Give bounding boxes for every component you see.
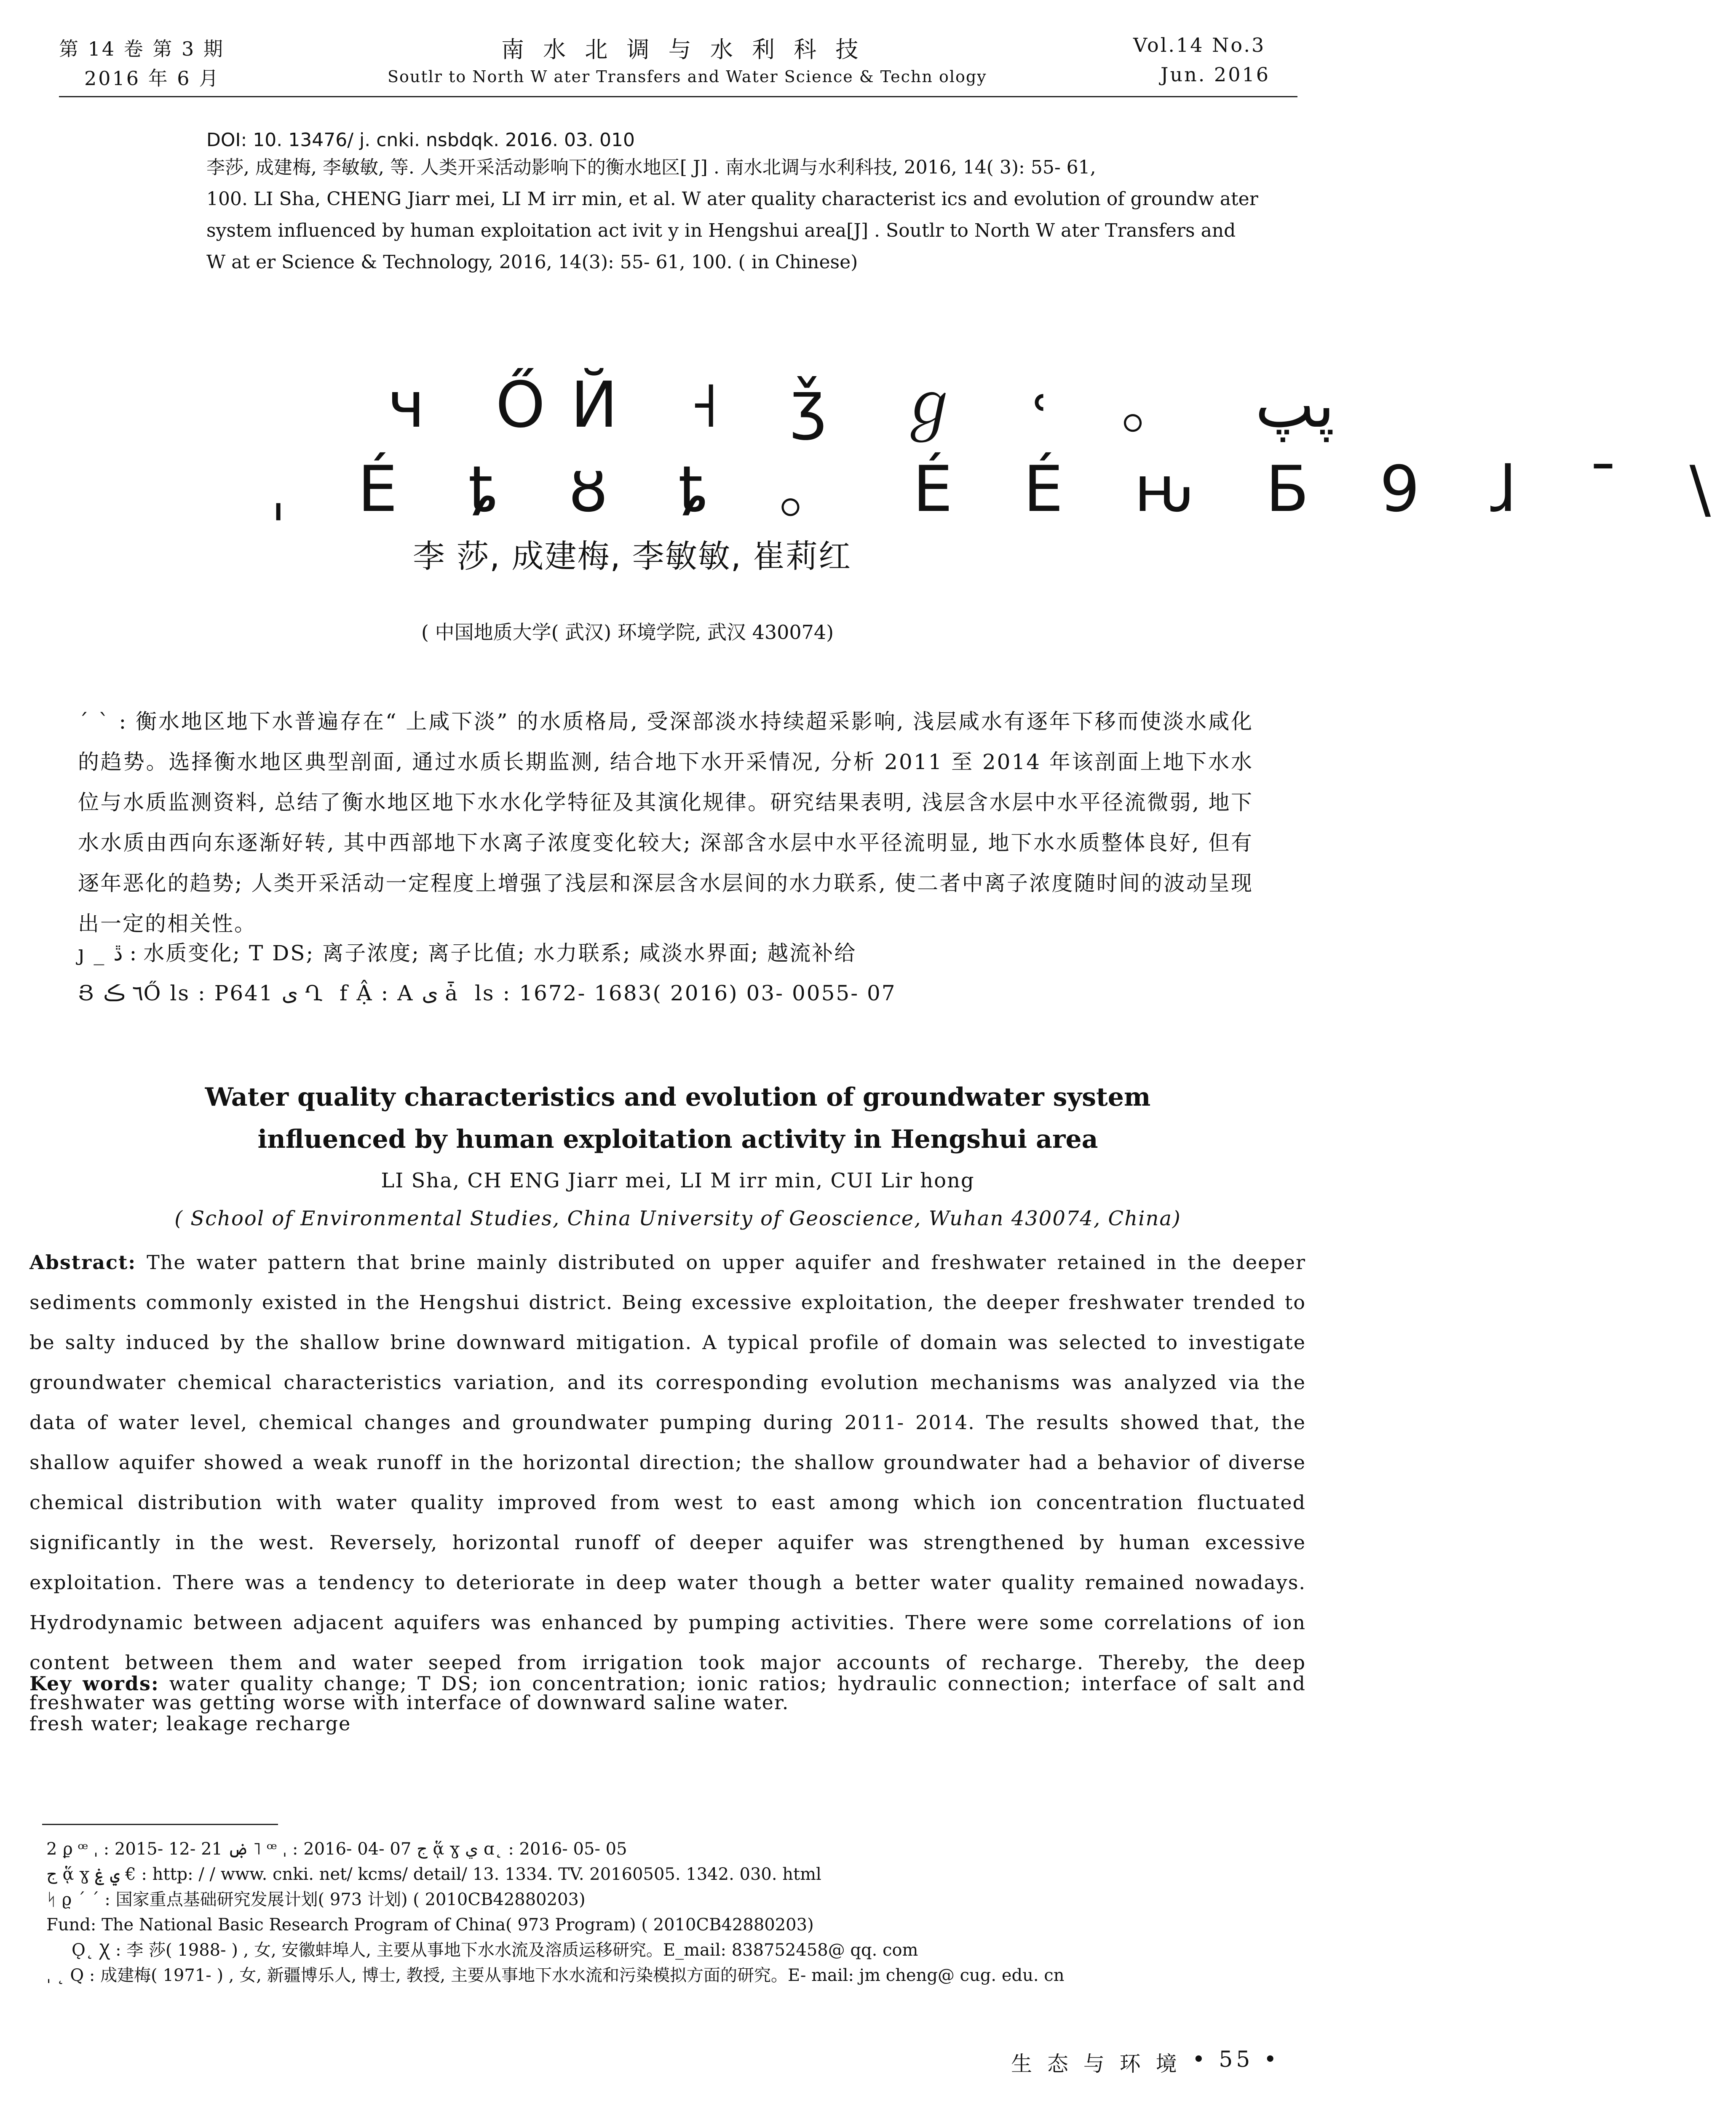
citation-block	[206, 152, 1293, 278]
footnote-fund-en: Fund: The National Basic Research Program of China( 973 Program) ( 2010CB42880203)	[46, 1915, 814, 1935]
citation-line: 李莎, 成建梅, 李敏敏, 等. 人类开采活动影响下的衡水地区[ J] . 南水北调与水利科技, 2016, 14( 3): 55- 61,	[206, 157, 1096, 178]
title-zh-line1: ч ŐЙ ˧ ǯ ℊ ˓ 。 ڽپ	[388, 369, 1335, 442]
keywords-en-label: Key words:	[29, 1672, 159, 1695]
page-number: • 55 •	[1192, 2047, 1280, 2072]
affiliation-en: ( School of Environmental Studies, China University of Geoscience, Wuhan 430074, China)	[174, 1207, 1181, 1230]
citation-line: system influenced by human exploitation act ivit y in Hengshui area[J] . Soutlr to North W ater Transfers and	[206, 220, 1236, 241]
footnote-fund-zh: ᛋ ϱ ˊ ˊ : 国家重点基础研究发展计划( 973 计划) ( 2010CB42880203)	[46, 1890, 586, 1909]
footer-section: 生 态 与 环 境	[1011, 2052, 1181, 2076]
authors-en: LI Sha, CH ENG Jiarr mei, LI M irr min, CUI Lir hong	[381, 1169, 975, 1192]
abstract-en	[29, 1243, 1306, 1723]
classification-zh: Յ ٦ ڪŐ ls : P641 ى Ղ ￼ f Ậ : A ى ǡ ￼ ls : 1672- 1683( 2016) 03- 0055- 07	[78, 981, 896, 1005]
header-journal-en: Soutlr to North W ater Transfers and Water Science & Techn ology	[388, 67, 987, 86]
keywords-en-text: water quality change; T DS; ion concentration; ionic ratios; hydraulic connection; interface of salt and fresh water; leakage recharge	[29, 1672, 1306, 1735]
abstract-zh-label: ˊ ˋ :	[78, 709, 128, 734]
keywords-zh	[78, 933, 1253, 973]
keywords-zh-label: ȷ _ ڐ :	[78, 941, 137, 965]
header-month-year: Jun. 2016	[1161, 63, 1271, 86]
header-date: 2016 年 6 月	[84, 67, 220, 90]
footnote-author1: Ǫ˛ Ꭓ : 李 莎( 1988- ) , 女, 安徽蚌埠人, 主要从事地下水水流及溶质运移研究。E_mail: 838752458@ qq. com	[72, 1940, 918, 1960]
affiliation-zh: ( 中国地质大学( 武汉) 环境学院, 武汉 430074)	[421, 621, 834, 644]
abstract-en-label: Abstract:	[29, 1251, 136, 1274]
footnote-author2: ˌ ˛ Q : 成建梅( 1971- ) , 女, 新疆博乐人, 博士, 教授, 主要从事地下水水流和污染模拟方面的研究。E- mail: jm cheng@ cug. edu. cn	[46, 1966, 1065, 1985]
abstract-zh-text: 衡水地区地下水普遍存在“ 上咸下淡” 的水质格局, 受深部淡水持续超采影响, 浅层咸水有逐年下移而使淡水咸化的趋势。选择衡水地区典型剖面, 通过水质长期监测, 结合地下水开采情况, 分析 2011 至 2014 年该剖面上地下水水位与水质监测资料, 总结了衡水地区地下水水化学特征及其演化规律。研究结果表明, 浅层含水层中水平径流微弱, 地下水水质由西向东逐渐好转, 其中西部地下水离子浓度变化较大; 深部含水层中水平径流明显, 地下水水质整体良好, 但有逐年恶化的趋势; 人类开采活动一定程度上增强了浅层和深层含水层间的水力联系, 使二者中离子浓度随时间的波动呈现出一定的相关性。	[78, 709, 1253, 936]
footnote-url: ج ᾅ ɣ ي ۼ € : http: / / www. cnki. net/ kcms/ detail/ 13. 1334. TV. 20160505. 1342. 030. html	[46, 1865, 821, 1884]
doi: DOI: 10. 13476/ j. cnki. nsbdqk. 2016. 03. 010	[206, 129, 635, 151]
authors-zh: 李 莎, 成建梅, 李敏敏, 崔莉红	[413, 537, 852, 575]
title-en-line2: influenced by human exploitation activity in Hengshui area	[257, 1125, 1098, 1154]
keywords-en	[29, 1664, 1306, 1744]
abstract-en-text: The water pattern that brine mainly distributed on upper aquifer and freshwater retained in the deeper sediments commonly existed in the Hengshui district. Being excessive exploitation, the deeper freshwater trended to be salty induced by the shallow brine downward mitigation. A typical profile of domain was selected to investigate groundwater chemical characteristics variation, and its corresponding evolution mechanisms was analyzed via the data of water level, chemical changes and groundwater pumping during 2011- 2014. The results showed that, the shallow aquifer showed a weak runoff in the horizontal direction; the shallow groundwater had a behavior of diverse chemical distribution with water quality improved from west to east among which ion concentration fluctuated significantly in the west. Reversely, horizontal runoff of deeper aquifer was strengthened by human excessive exploitation. There was a tendency to deteriorate in deep water though a better water quality remained nowadays. Hydrodynamic between adjacent aquifers was enhanced by pumping activities. There were some correlations of ion content between them and water seeped from irrigation took major accounts of recharge. Thereby, the deep freshwater was getting worse with interface of downward saline water.	[29, 1251, 1306, 1714]
header-vol-no: Vol.14 No.3	[1133, 34, 1266, 56]
footnote-rule	[42, 1824, 278, 1825]
header-journal-zh: 南 水 北 调 与 水 利 科 技	[501, 36, 864, 63]
title-zh-line2: ˌ É ȶ ȣ ȶ 。 É É ԋ Б 9 ɺ ¯ \	[270, 453, 1736, 526]
header-volume-issue: 第 14 卷 第 3 期	[59, 37, 225, 60]
title-en-line1: Water quality characteristics and evolution of groundwater system	[205, 1082, 1151, 1112]
footnote-dates: 2 ϼ ꟹ ˌ : 2015- 12- 21 ۻ ˥ ꟹ ˌ : 2016- 04- 07 ج ᾅ ɣ ي ɑ˛ : 2016- 05- 05	[46, 1839, 627, 1859]
abstract-zh	[78, 701, 1253, 944]
header-rule	[59, 96, 1297, 97]
citation-line: W at er Science & Technology, 2016, 14(3): 55- 61, 100. ( in Chinese)	[206, 251, 858, 273]
citation-line: 100. LI Sha, CHENG Jiarr mei, LI M irr min, et al. W ater quality characterist ics and evolution of groundw ater	[206, 188, 1258, 210]
keywords-zh-text: 水质变化; T DS; 离子浓度; 离子比值; 水力联系; 咸淡水界面; 越流补给	[143, 941, 857, 965]
